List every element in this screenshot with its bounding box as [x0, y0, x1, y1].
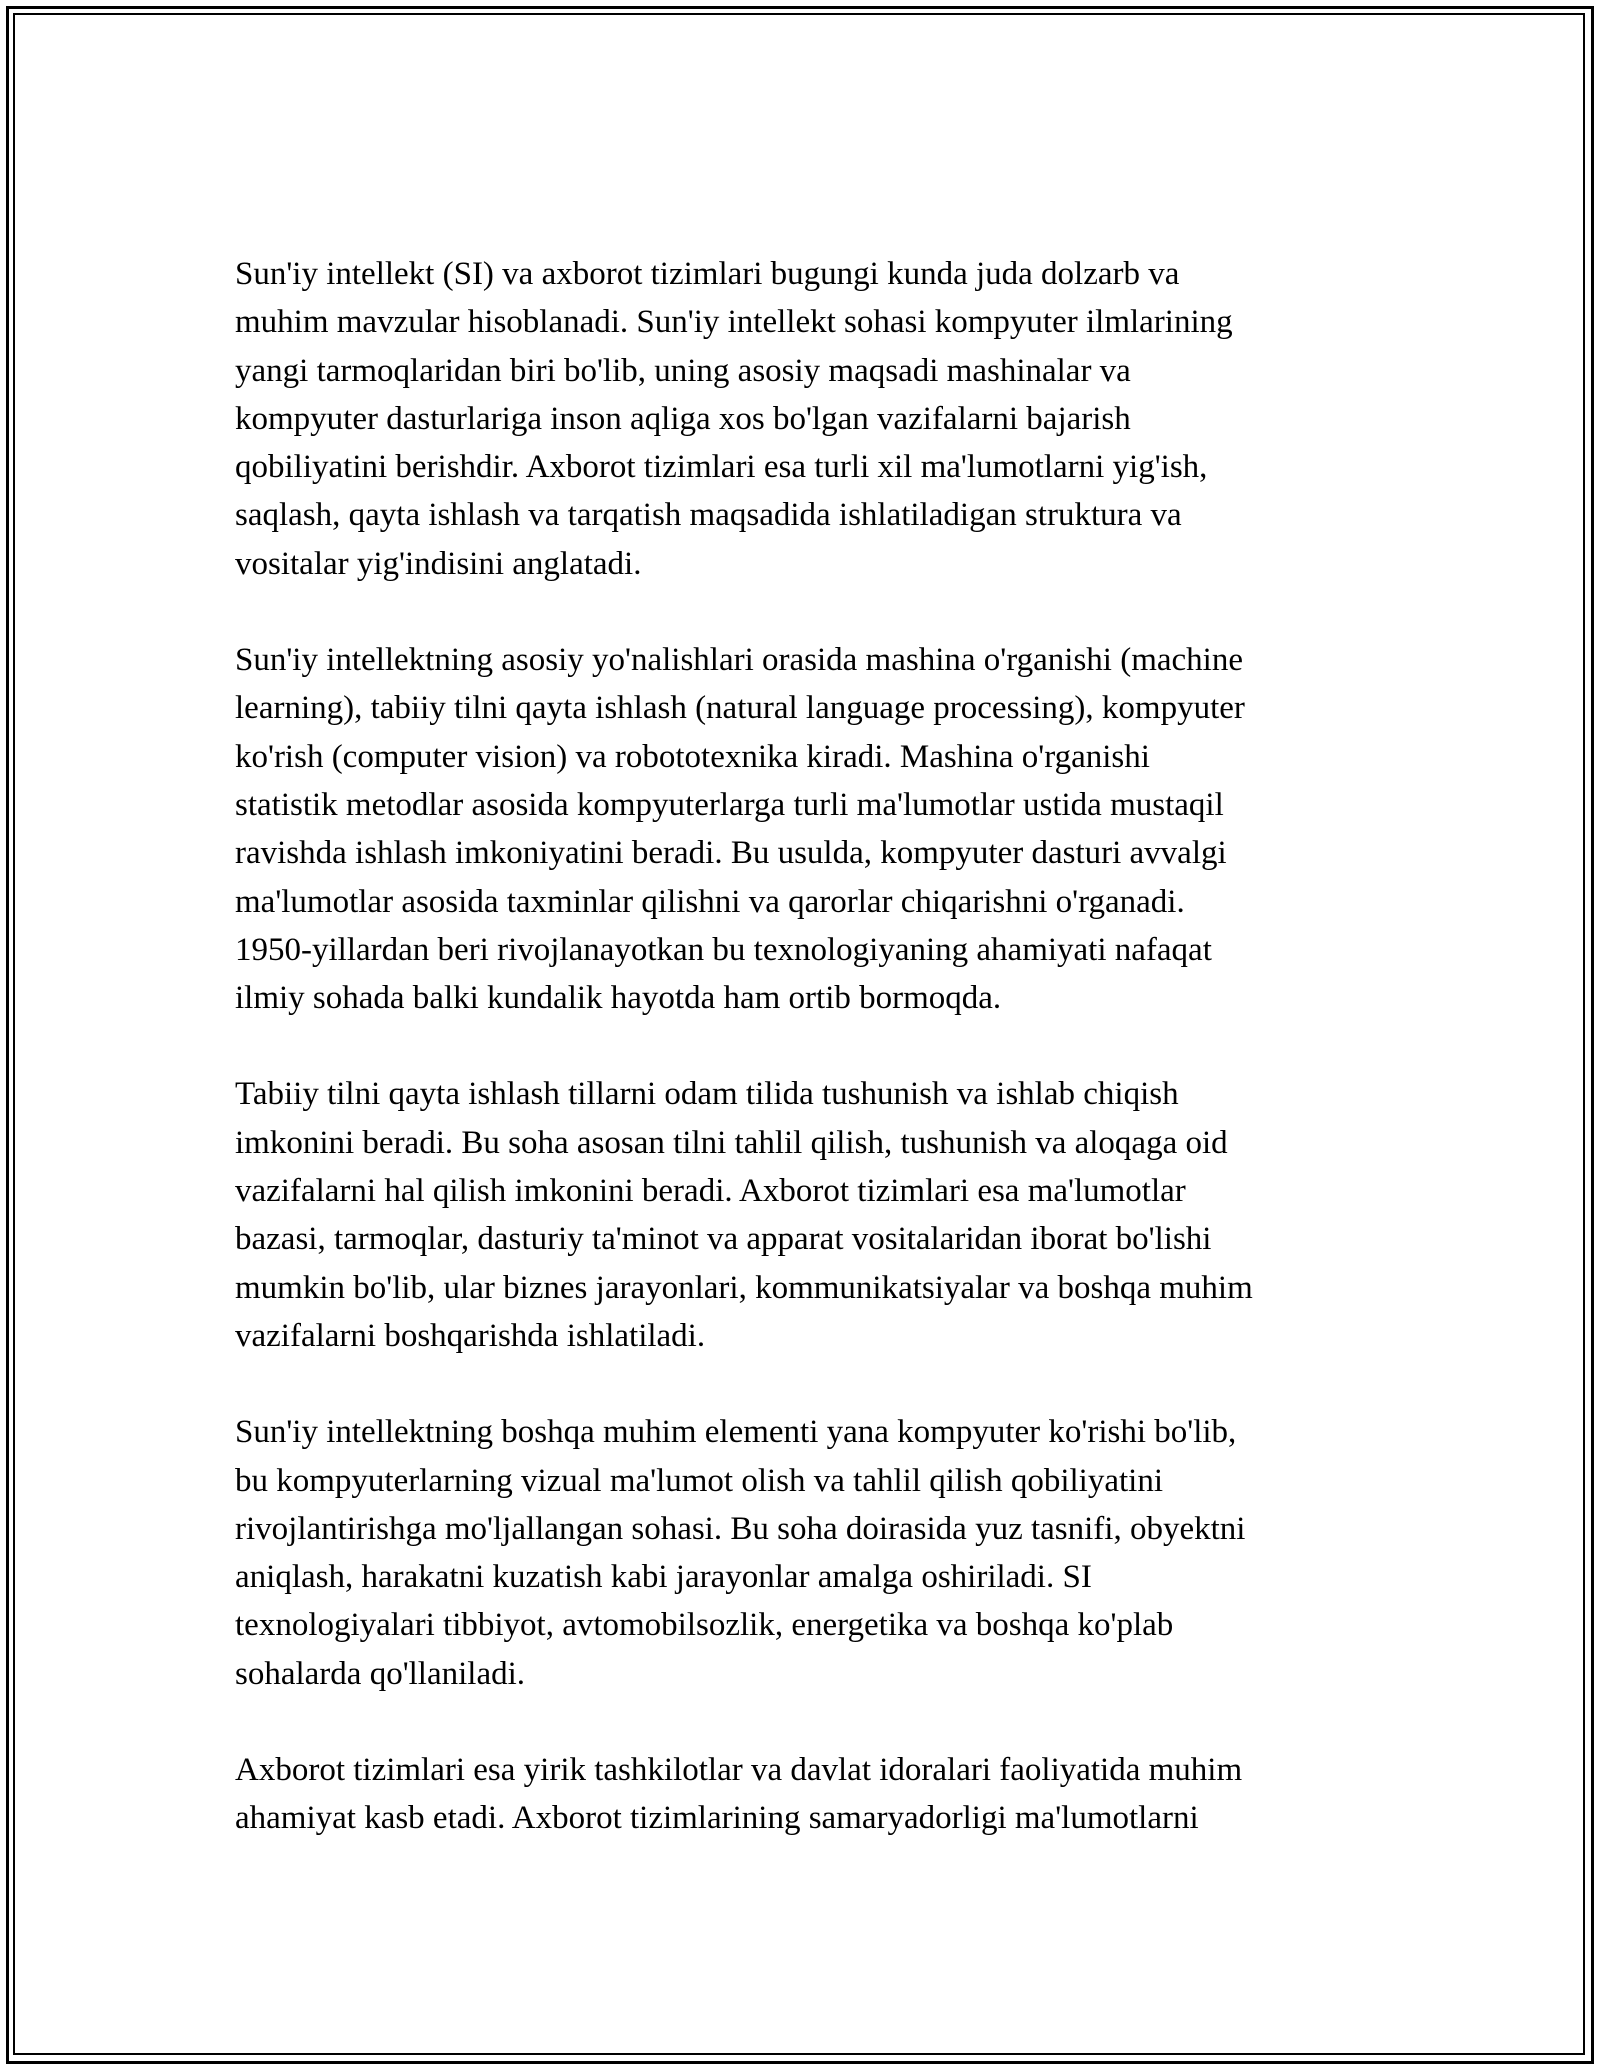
text-line: statistik metodlar asosida kompyuterlarga turli ma'lumotlar ustida mustaqil: [235, 786, 1224, 823]
text-line: qobiliyatini berishdir. Axborot tizimlari esa turli xil ma'lumotlarni yig'ish,: [235, 449, 1208, 486]
text-line: aniqlash, harakatni kuzatish kabi jarayonlar amalga oshiriladi. SI: [235, 1559, 1092, 1596]
text-line: ilmiy sohada balki kundalik hayotda ham ortib bormoqda.: [235, 980, 1002, 1017]
text-line: ravishda ishlash imkoniyatini beradi. Bu usulda, kompyuter dasturi avvalgi: [235, 835, 1227, 872]
text-line: Sun'iy intellektning boshqa muhim elementi yana kompyuter ko'rishi bo'lib,: [235, 1414, 1237, 1451]
text-line: texnologiyalari tibbiyot, avtomobilsozlik, energetika va boshqa ko'plab: [235, 1607, 1174, 1644]
text-line: 1950-yillardan beri rivojlanayotkan bu texnologiyaning ahamiyati nafaqat: [235, 931, 1212, 968]
paragraph-1: [235, 250, 1370, 588]
text-line: learning), tabiiy tilni qayta ishlash (natural language processing), kompyuter: [235, 690, 1245, 727]
text-line: ahamiyat kasb etadi. Axborot tizimlarining samaryadorligi ma'lumotlarni: [235, 1800, 1199, 1837]
text-line: Axborot tizimlari esa yirik tashkilotlar va davlat idoralari faoliyatida muhim: [235, 1752, 1243, 1789]
paragraph-5: [235, 1746, 1370, 1843]
text-line: sohalarda qo'llaniladi.: [235, 1655, 526, 1692]
text-line: saqlash, qayta ishlash va tarqatish maqsadida ishlatiladigan struktura va: [235, 497, 1182, 534]
text-line: mumkin bo'lib, ular biznes jarayonlari, kommunikatsiyalar va boshqa muhim: [235, 1269, 1253, 1306]
text-line: vositalar yig'indisini anglatadi.: [235, 545, 642, 582]
text-line: kompyuter dasturlariga inson aqliga xos bo'lgan vazifalarni bajarish: [235, 400, 1131, 437]
paragraph-3: [235, 1070, 1370, 1360]
text-line: bazasi, tarmoqlar, dasturiy ta'minot va apparat vositalaridan iborat bo'lishi: [235, 1221, 1212, 1258]
document-body: [235, 250, 1370, 1891]
text-line: yangi tarmoqlaridan biri bo'lib, uning asosiy maqsadi mashinalar va: [235, 352, 1131, 389]
text-line: rivojlantirishga mo'ljallangan sohasi. Bu soha doirasida yuz tasnifi, obyektni: [235, 1510, 1246, 1547]
text-line: vazifalarni hal qilish imkonini beradi. Axborot tizimlari esa ma'lumotlar: [235, 1173, 1186, 1210]
paragraph-4: [235, 1408, 1370, 1698]
text-line: ma'lumotlar asosida taxminlar qilishni va qarorlar chiqarishni o'rganadi.: [235, 883, 1185, 920]
text-line: imkonini beradi. Bu soha asosan tilni tahlil qilish, tushunish va aloqaga oid: [235, 1124, 1228, 1161]
text-line: muhim mavzular hisoblanadi. Sun'iy intellekt sohasi kompyuter ilmlarining: [235, 304, 1233, 341]
paragraph-2: [235, 636, 1370, 1022]
text-line: Sun'iy intellekt (SI) va axborot tizimlari bugungi kunda juda dolzarb va: [235, 256, 1180, 292]
text-line: bu kompyuterlarning vizual ma'lumot olish va tahlil qilish qobiliyatini: [235, 1462, 1163, 1499]
text-line: ko'rish (computer vision) va robototexnika kiradi. Mashina o'rganishi: [235, 738, 1150, 775]
text-line: vazifalarni boshqarishda ishlatiladi.: [235, 1317, 706, 1354]
text-line: Sun'iy intellektning asosiy yo'nalishlari orasida mashina o'rganishi (machine: [235, 642, 1243, 679]
text-line: Tabiiy tilni qayta ishlash tillarni odam tilida tushunish va ishlab chiqish: [235, 1076, 1179, 1113]
